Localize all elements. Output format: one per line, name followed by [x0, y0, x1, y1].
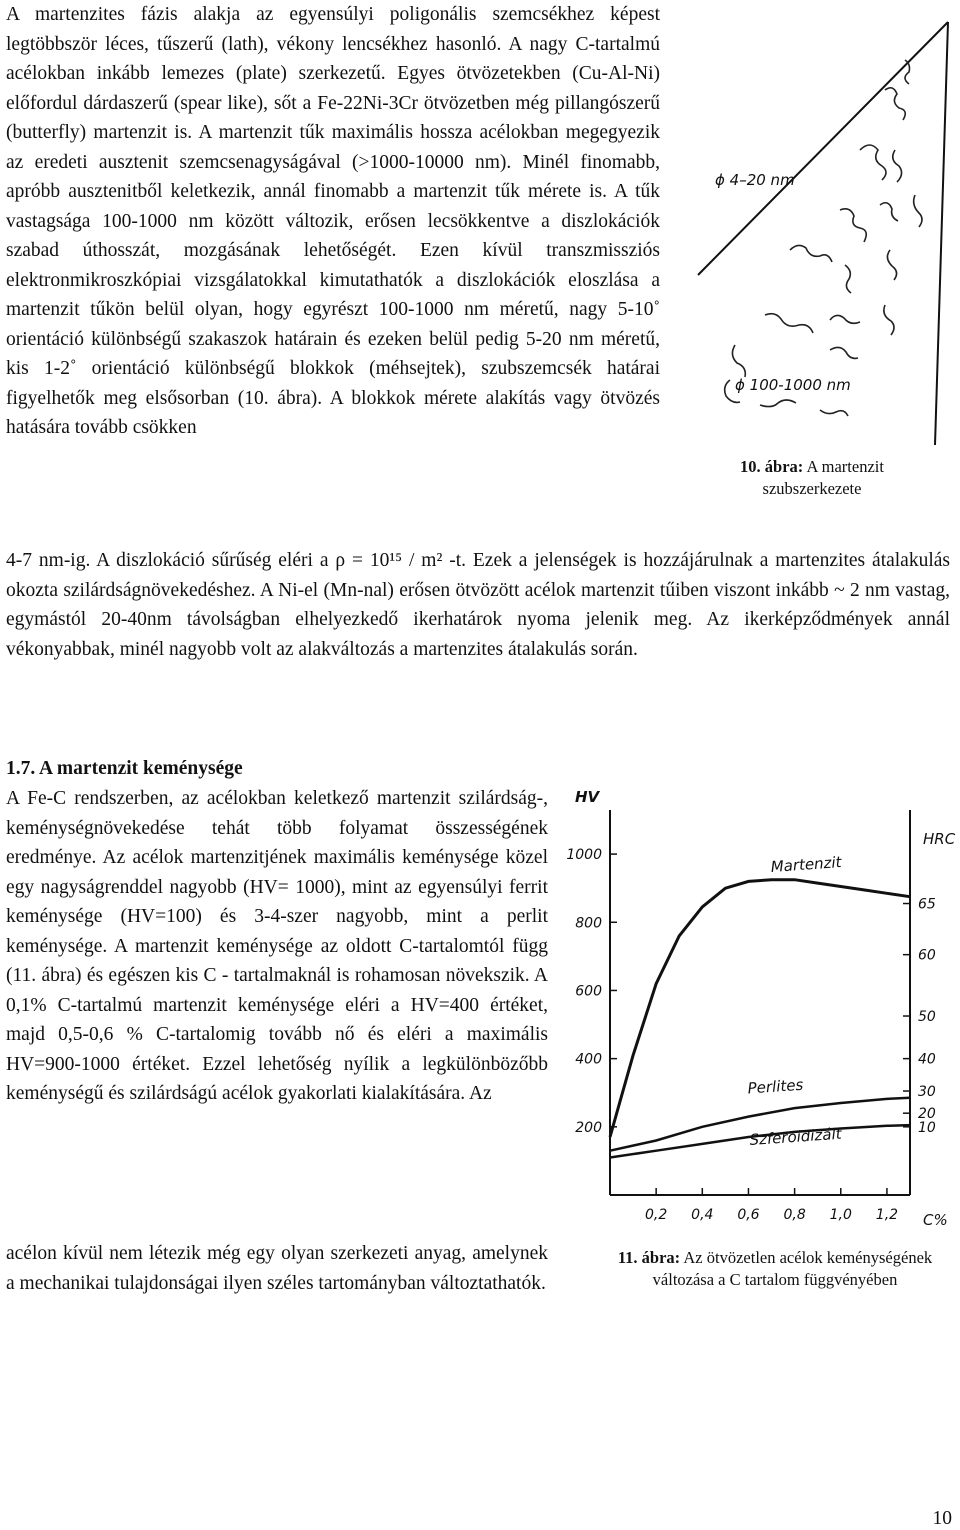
y-right-tick-label: 40 — [918, 1051, 936, 1068]
hardness-paragraph: A Fe-C rendszerben, az acélokban keletkező martenzit szilárdság-, keménységnövekedése tehát több folyamat összességének eredménye. Az acélok martenzitjének maximális keménysége közel egy nagyságrenddel nagyobb (HV= 1000), mint az egyensúlyi ferrit keménysége (HV=100) és 3-4-szer nagyobb, mint a perlit keménysége. A martenzit keménysége az oldott C-tartalomtól függ (11. ábra) és egészen kis C - tartalmaknál is rohamosan növekszik. A 0,1% C-tartalmú martenzit keménysége eléri a HV=400 értéket, majd 0,5-0,6 % C-tartalomig tovább nő és eléri a maximális HV=900-1000 értéket. Ezzel lehetőség nyílik a legkülönbözőbb keménységű és szilárdságú acélok gyakorlati kialakítására. Az — [6, 788, 548, 1104]
series-label: Perlites — [747, 1075, 804, 1098]
figure-10-label-bottom: ϕ 100-1000 nm — [735, 376, 851, 394]
section-heading: 1.7. A martenzit keménysége — [6, 758, 243, 779]
y-right-tick-label: 60 — [918, 947, 936, 964]
figure-11-chart — [565, 780, 960, 1240]
figure-10-label-top: ϕ 4–20 nm — [715, 171, 795, 189]
figure-11-caption-number: 11. ábra: — [617, 1248, 681, 1267]
y-right-tick-label: 10 — [918, 1119, 936, 1136]
x-tick-label: 1,0 — [829, 1207, 852, 1223]
y-left-tick-label: 600 — [575, 983, 602, 1000]
y-axis-left-title: HV — [575, 788, 600, 806]
y-left-tick-label: 800 — [575, 915, 602, 932]
x-tick-label: 0,4 — [691, 1207, 714, 1223]
x-tick-label: 1,2 — [875, 1207, 899, 1223]
y-right-tick-label: 20 — [918, 1106, 936, 1123]
figure-11-caption-text: Az ötvözetlen acélok keménységének változása a C tartalom függvényében — [652, 1248, 933, 1289]
x-tick-label: 0,6 — [737, 1207, 760, 1223]
y-right-tick-label: 65 — [918, 896, 936, 913]
intro-paragraph: A martenzites fázis alakja az egyensúlyi poligonális szemcsékhez képest legtöbbször léces, tűszerű (lath), vékony lencsékhez hasonló. A nagy C-tartalmú acélokban inkább lemezes (plate) szerkezetű. Egyes ötvözetekben (Cu-Al-Ni) előfordul dárdaszerű (spear like), sőt a Fe-22Ni-3Cr ötvözetben még pillangószerű (butterfly) martenzit is. A martenzit tűk maximális hossza acélokban megegyezik az eredeti ausztenit szemcsenagyságával (>1000-10000 nm). Minél finomabb, apróbb ausztenitből keletkezik, annál finomabb a martenzit tűk mérete is. A tűk vastagsága 100-1000 nm között változik, erősen lecsökkentve a diszlokációk szabad úthosszát, mozgásának lehetőségét. Ezen kívül transzmissziós elektronmikroszkópiai vizsgálatokkal kimutathatók a diszlokációk eloszlása a martenzit tűkön belül olyan, hogy egyrészt 100-1000 nm méretű, nagy 5-10˚ orientáció különbségű szakaszok határain és ezeken belül pedig 5-20 nm méretű, kis 1-2˚ orientáció különbségű blokkok (méhsejtek), szubszemcsék határai figyelhetők meg elsősorban (10. ábra). A blokkok mérete alakítás vagy ötvözés hatására tovább csökken — [6, 4, 660, 438]
series-line-martenzit — [610, 880, 910, 1137]
figure-11-caption — [605, 1247, 945, 1291]
figure-10-caption — [712, 456, 912, 500]
figure-10-sketch — [690, 0, 960, 450]
y-left-tick-label: 200 — [575, 1119, 602, 1136]
figure-10-caption-number: 10. ábra: — [740, 457, 804, 476]
y-right-tick-label: 30 — [918, 1084, 936, 1101]
y-left-tick-label: 400 — [575, 1051, 602, 1068]
hardness-paragraph-end: acélon kívül nem létezik még egy olyan szerkezeti anyag, amelynek a mechanikai tulajdonságai ilyen széles tartományban változtathatók. — [6, 1243, 548, 1294]
series-label: Martenzit — [770, 853, 843, 876]
x-axis-title: C% — [923, 1211, 948, 1229]
page-number: 10 — [932, 1508, 952, 1529]
series-label: Szferoidizált — [748, 1124, 843, 1150]
y-right-tick-label: 50 — [918, 1009, 936, 1026]
y-left-tick-label: 1000 — [566, 847, 602, 864]
y-axis-right-title: HRC — [923, 830, 956, 848]
dislocation-paragraph: 4-7 nm-ig. A diszlokáció sűrűség eléri a ρ = 10¹⁵ / m² -t. Ezek a jelenségek is hozzájárulnak a martenzites átalakulás okozta szilárdságnövekedéshez. A Ni-el (Mn-nal) erősen ötvözött acélok martenzit tűiben viszont inkább ~ 2 nm vastag, egymástól 20-40nm távolságban elhelyezkedő ikerhatárok nyoma jelenik meg. Az ikerképződmények annál vékonyabbak, minél nagyobb volt az alakváltozás a martenzites átalakulás során. — [6, 550, 950, 660]
figure-10-caption-text: A martenzit szubszerkezete — [762, 457, 884, 498]
x-tick-label: 0,2 — [645, 1207, 668, 1223]
x-tick-label: 0,8 — [783, 1207, 806, 1223]
